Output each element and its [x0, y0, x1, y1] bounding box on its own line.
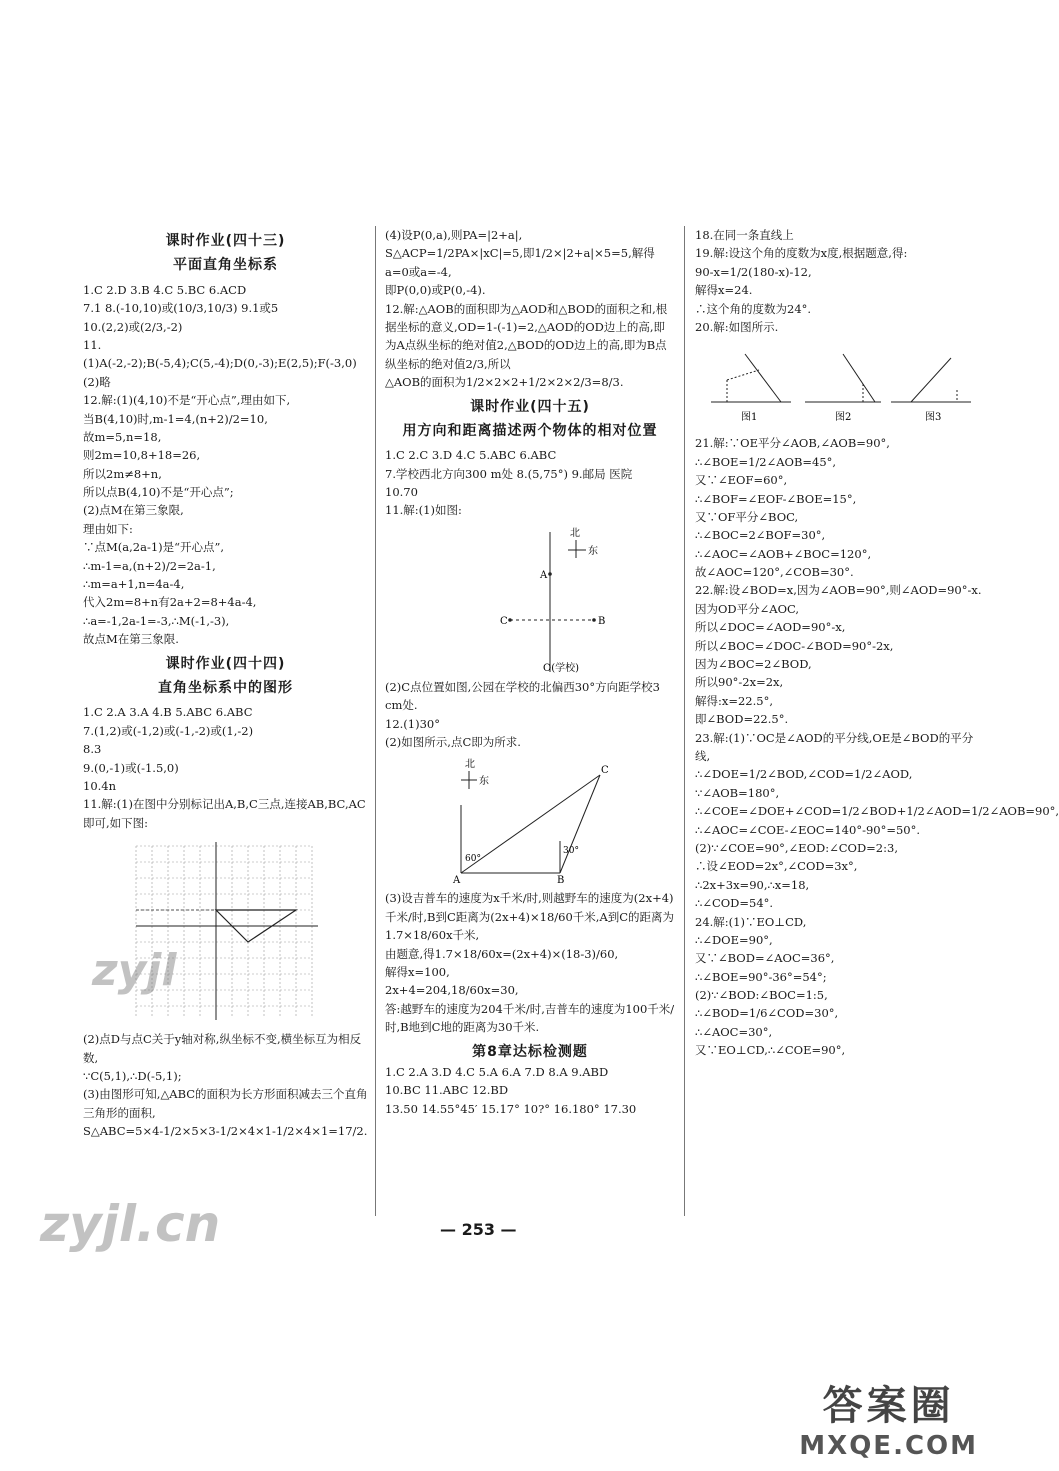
answer-line: (2)C点位置如图,公园在学校的北偏西30°方向距学校3 cm处.: [385, 679, 660, 713]
answer-line: (3)由图形可知,△ABC的面积为长方形面积减去三个直角三角形的面积,: [83, 1087, 368, 1120]
answer-line: 11.解:(1)在图中分别标记出A,B,C三点,连接AB,BC,AC即可,如下图:: [83, 797, 366, 830]
answer-line: ∴∠AOC=∠AOB+∠BOC=120°,: [695, 546, 872, 561]
answer-block: [83, 703, 368, 832]
east-label: 东: [588, 545, 598, 557]
point-O-label: O(学校): [543, 662, 580, 674]
column-right: [695, 226, 1059, 1060]
answer-url: MXQE.COM: [799, 1431, 978, 1461]
answer-line: S△ACP=1/2PA×|xC|=5,即1/2×|2+a|×5=5,解得a=0或a=-4,: [385, 246, 655, 279]
answer-line: 又∵∠BOD=∠AOC=36°,: [695, 951, 835, 966]
answer-line: ∴2x+3x=90,∴x=18,: [695, 877, 810, 892]
answer-line: 1.C 2.D 3.B 4.C 5.BC 6.ACD: [83, 282, 247, 297]
column-divider: [375, 226, 376, 1216]
column-left: [83, 226, 368, 1140]
answer-line: 7.学校西北方向300 m处 8.(5,75°) 9.邮局 医院: [385, 466, 633, 481]
point-A-label: A: [540, 569, 548, 581]
answer-line: 因为∠BOC=2∠BOD,: [695, 657, 812, 672]
answer-line: 12.解:△AOB的面积即为△AOD和△BOD的面积之和,根据坐标的意义,OD=1-(-1)=2,△AOD的OD边上的高,即为A点纵坐标的绝对值2,△BOD的OD边上的高,即为B点纵坐标的绝对值2/3,所以: [385, 301, 668, 371]
three-figures: [705, 340, 975, 430]
point-C-label: C: [500, 615, 508, 627]
answer-line: ∴∠BOE=1/2∠AOB=45°,: [695, 454, 837, 469]
direction-figure: [430, 524, 630, 674]
answer-line: 21.解:∵OE平分∠AOB,∠AOB=90°,: [695, 436, 890, 451]
figure-3-caption: 图3: [925, 412, 942, 424]
answer-line: 10.BC 11.ABC 12.BD: [385, 1083, 509, 1098]
answer-line: ∴∠BOD=1/6∠COD=30°,: [695, 1006, 839, 1021]
answer-block: [695, 434, 1059, 1059]
answer-line: 7.1 8.(-10,10)或(10/3,10/3) 9.1或5: [83, 301, 279, 316]
answer-line: ∴∠COE=∠DOE+∠COD=1/2∠BOD+1/2∠AOD=1/2∠AOB=90°,: [695, 804, 1059, 819]
point-B-label: B: [598, 615, 606, 627]
answer-line: 10.70: [385, 485, 418, 500]
route-figure: [435, 755, 625, 885]
answer-line: 10.4n: [83, 778, 117, 793]
figure-2-caption: 图2: [835, 412, 852, 424]
answer-line: 11.解:(1)如图:: [385, 503, 462, 518]
answer-line: (2)如图所示,点C即为所求.: [385, 735, 521, 750]
page-number: — 253 —: [440, 1220, 517, 1239]
answer-line: 所以90°-2x=2x,: [695, 675, 784, 690]
answer-line: (2)点M在第三象限,: [83, 503, 184, 518]
answer-line: 9.(0,-1)或(-1.5,0): [83, 760, 179, 775]
watermark: zyjl: [92, 945, 177, 996]
answer-line: ∴m-1=a,(n+2)/2=2a-1,: [83, 558, 216, 573]
answer-line: ∴∠BOF=∠EOF-∠BOE=15°,: [695, 491, 857, 506]
answer-line: ∵点M(a,2a-1)是“开心点”,: [83, 540, 225, 555]
answer-line: 所以2m≠8+n,: [83, 466, 162, 481]
answer-line: ∴∠COD=54°.: [695, 896, 774, 911]
answer-line: 理由如下:: [83, 521, 133, 536]
answer-line: (4)设P(0,a),则PA=|2+a|,: [385, 228, 523, 242]
answer-line: 11.(1)A(-2,-2);B(-5,4);C(5,-4);D(0,-3);E(2,5);F(-3,0): [83, 337, 357, 371]
angle-60-label: 60°: [465, 854, 481, 865]
answer-block: [385, 226, 675, 392]
section-title: 课时作业(四十三): [165, 233, 286, 249]
answer-line: ∴∠DOE=90°,: [695, 932, 773, 947]
answer-line: 18.在同一条直线上: [695, 228, 794, 242]
answer-line: 20.解:如图所示.: [695, 319, 779, 334]
answer-line: S△ABC=5×4-1/2×5×3-1/2×4×1-1/2×4×1=17/2.: [83, 1124, 368, 1139]
answer-line: 1.C 2.A 3.A 4.B 5.ABC 6.ABC: [83, 705, 253, 720]
answer-line: 24.解:(1)∵EO⊥CD,: [695, 914, 807, 929]
answer-line: ∵C(5,1),∴D(-5,1);: [83, 1068, 182, 1083]
answer-line: 2x+4=204,18/60x=30,: [385, 983, 519, 998]
north-label: 北: [570, 527, 580, 539]
answer-line: 8.3: [83, 742, 102, 757]
east-label: 东: [479, 776, 489, 788]
point-C-label: C: [601, 765, 609, 777]
answer-line: ∴设∠EOD=2x°,∠COD=3x°,: [695, 859, 858, 874]
answer-line: 又∵OF平分∠BOC,: [695, 509, 799, 524]
answer-line: 即P(0,0)或P(0,-4).: [385, 283, 486, 298]
section-title: 第8章达标检测题: [472, 1043, 588, 1060]
answer-line: 1.C 2.A 3.D 4.C 5.A 6.A 7.D 8.A 9.ABD: [385, 1064, 609, 1079]
answer-line: 解得x=24.: [695, 283, 753, 298]
answer-line: ∴m=a+1,n=4a-4,: [83, 577, 185, 592]
answer-line: 故∠AOC=120°,∠COB=30°.: [695, 565, 854, 580]
answer-block: [83, 1030, 368, 1140]
answer-line: 13.50 14.55°45′ 15.17° 10?° 16.180° 17.30: [385, 1101, 637, 1116]
answer-line: 解得:x=22.5°,: [695, 693, 774, 708]
answer-line: 答:越野车的速度为204千米/时,吉普车的速度为100千米/时,B地到C地的距离为30千米.: [385, 1001, 675, 1035]
answer-line: (3)设吉普车的速度为x千米/时,则越野车的速度为(2x+4)千米/时,B到C距离为(2x+4)×18/60千米,A到C的距离为1.7×18/60x千米,: [385, 891, 675, 943]
answer-block: [385, 446, 675, 520]
section-subtitle: 平面直角坐标系: [173, 257, 278, 274]
answer-line: 所以∠DOC=∠AOD=90°-x,: [695, 620, 846, 635]
answer-line: 又∵EO⊥CD,∴∠COE=90°,: [695, 1043, 846, 1058]
point-B-label: B: [557, 875, 565, 887]
answer-block: [83, 281, 368, 649]
answer-block: [385, 678, 675, 752]
answer-line: 所以点B(4,10)不是“开心点”;: [83, 485, 234, 500]
answer-line: △AOB的面积为1/2×2×2+1/2×2×2/3=8/3.: [385, 375, 624, 390]
answer-line: 10.(2,2)或(2/3,-2): [83, 319, 183, 334]
section-title: 课时作业(四十四): [165, 655, 286, 672]
answer-line: 又∵∠EOF=60°,: [695, 473, 788, 488]
coordinate-grid-figure: [126, 836, 326, 1026]
answer-line: ∴∠AOC=∠COE-∠EOC=140°-90°=50°.: [695, 822, 921, 837]
answer-line: (2)略: [83, 374, 111, 389]
answer-line: 1.C 2.C 3.D 4.C 5.ABC 6.ABC: [385, 448, 557, 463]
answer-block: [385, 889, 675, 1036]
answer-line: 故m=5,n=18,: [83, 429, 162, 444]
answer-line: ∴∠BOE=90°-36°=54°;: [695, 969, 827, 984]
answer-line: (2)∵∠BOD:∠BOC=1:5,: [695, 988, 828, 1003]
answer-line: ∴a=-1,2a-1=-3,∴M(-1,-3),: [83, 613, 230, 628]
answer-line: 即∠BOD=22.5°.: [695, 712, 789, 727]
answer-line: 因为OD平分∠AOC,: [695, 601, 800, 616]
north-label: 北: [465, 759, 475, 771]
section-subtitle: 直角坐标系中的图形: [158, 679, 293, 696]
answer-line: ∵∠AOB=180°,: [695, 785, 780, 800]
answer-line: 所以∠BOC=∠DOC-∠BOD=90°-2x,: [695, 638, 894, 653]
answer-line: 90-x=1/2(180-x)-12,: [695, 264, 812, 279]
answer-line: 22.解:设∠BOD=x,因为∠AOB=90°,则∠AOD=90°-x.: [695, 583, 982, 598]
answer-block: [385, 1063, 675, 1118]
answer-line: 12.(1)30°: [385, 716, 440, 731]
answer-line: 故点M在第三象限.: [83, 632, 179, 647]
answer-line: (2)点D与点C关于y轴对称,纵坐标不变,横坐标互为相反数,: [83, 1032, 362, 1065]
answer-line: 由题意,得1.7×18/60x=(2x+4)×(18-3)/60,: [385, 946, 619, 961]
answer-line: ∴这个角的度数为24°.: [695, 301, 812, 316]
column-divider: [684, 226, 685, 1216]
point-A-label: A: [453, 875, 461, 887]
answer-line: 23.解:(1)∵OC是∠AOD的平分线,OE是∠BOD的平分线,: [695, 730, 974, 763]
angle-30-label: 30°: [563, 846, 579, 857]
section-title: 课时作业(四十五): [470, 398, 590, 415]
answer-logo: 答案圈: [822, 1383, 955, 1429]
answer-line: ∴∠BOC=2∠BOF=30°,: [695, 528, 826, 543]
figure-1-caption: 图1: [741, 412, 758, 424]
answer-line: 则2m=10,8+18=26,: [83, 448, 201, 463]
answer-line: 12.解:(1)(4,10)不是“开心点”,理由如下,: [83, 393, 291, 408]
answer-line: 当B(4,10)时,m-1=4,(n+2)/2=10,: [83, 411, 268, 426]
answer-line: 19.解:设这个角的度数为x度,根据题意,得:: [695, 246, 908, 261]
answer-line: ∴∠DOE=1/2∠BOD,∠COD=1/2∠AOD,: [695, 767, 913, 782]
watermark: zyjl.cn: [40, 1195, 221, 1253]
answer-line: (2)∵∠COE=90°,∠EOD:∠COD=2:3,: [695, 840, 898, 855]
answer-site-watermark: [799, 1374, 978, 1461]
answer-block: [695, 226, 985, 336]
column-middle: [385, 226, 675, 1118]
answer-line: ∴∠AOC=30°,: [695, 1024, 773, 1039]
section-subtitle: 用方向和距离描述两个物体的相对位置: [402, 422, 658, 439]
answer-line: 代入2m=8+n有2a+2=8+4a-4,: [83, 595, 257, 610]
answer-line: 解得x=100,: [385, 964, 450, 979]
answer-line: 7.(1,2)或(-1,2)或(-1,-2)或(1,-2): [83, 723, 254, 738]
